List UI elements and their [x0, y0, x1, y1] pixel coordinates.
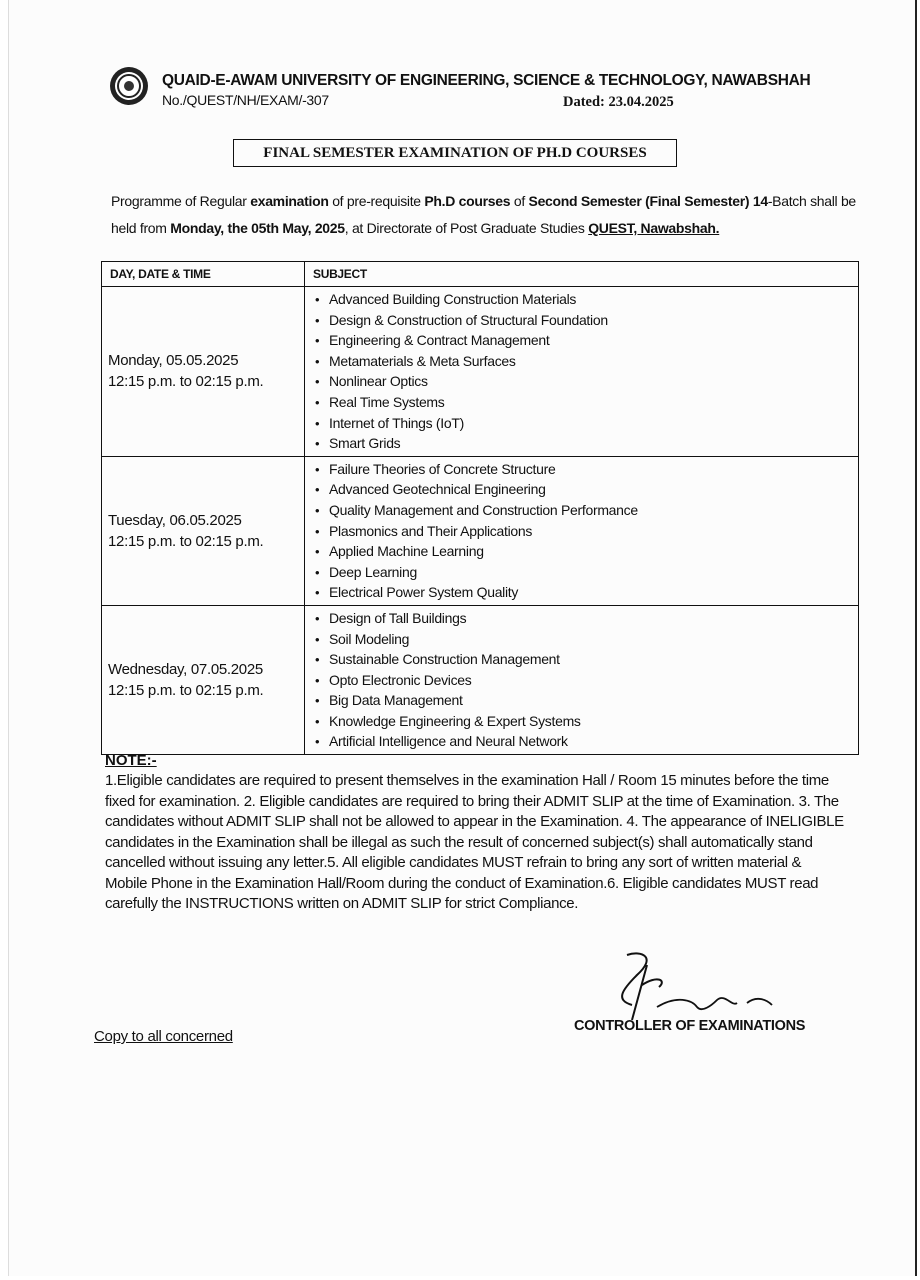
- time-slot: 12:15 p.m. to 02:15 p.m.: [108, 532, 264, 550]
- copy-to-all-concerned: Copy to all concerned: [94, 1028, 233, 1045]
- subject-cell: [305, 605, 859, 754]
- list-item: • Design of Tall Buildings: [315, 608, 858, 629]
- list-item: • Quality Management and Construction Performance: [315, 500, 858, 521]
- time-slot: 12:15 p.m. to 02:15 p.m.: [108, 373, 264, 391]
- list-item: • Plasmonics and Their Applications: [315, 521, 858, 542]
- date: Dated: 23.04.2025: [563, 94, 674, 110]
- subject-cell: [305, 287, 859, 457]
- note-line: Mobile Phone in the Examination Hall/Room during the conduct of Examination.6. Eligible candidates MUST read: [105, 874, 819, 892]
- document-title: FINAL SEMESTER EXAMINATION OF PH.D COURSES: [233, 139, 677, 167]
- day-cell: [102, 287, 305, 457]
- university-name: QUAID-E-AWAM UNIVERSITY OF ENGINEERING, SCIENCE & TECHNOLOGY, NAWABSHAH: [162, 72, 811, 89]
- table-row: [102, 287, 859, 457]
- note-line: carefully the INSTRUCTIONS written on ADMIT SLIP for strict Compliance.: [105, 895, 579, 912]
- list-item: • Nonlinear Optics: [315, 371, 858, 392]
- list-item: • Sustainable Construction Management: [315, 649, 858, 670]
- note-line: candidates without ADMIT SLIP shall not be allowed to appear in the Examination. 4. The appearance of INELIGIBLE: [105, 813, 844, 830]
- day-cell: [102, 605, 305, 754]
- intro-paragraph: Programme of Regular examination of pre-requisite Ph.D courses of Second Semester (Final Semester) 14-Batch shall be held from Monday, the 05th May, 2025, at Directorate of Post Graduate Studies QUEST, Nawabshah.: [111, 193, 856, 236]
- list-item: • Internet of Things (IoT): [315, 413, 858, 434]
- note-line: 1.Eligible candidates are required to present themselves in the examination Hall / Room 15 minutes before the time: [105, 772, 829, 789]
- note-paragraph: [105, 771, 865, 915]
- controller-title: CONTROLLER OF EXAMINATIONS: [574, 1018, 806, 1034]
- list-item: • Knowledge Engineering & Expert Systems: [315, 711, 858, 732]
- day-date: Tuesday, 06.05.2025: [108, 511, 242, 529]
- header-subject: SUBJECT: [305, 262, 859, 287]
- list-item: • Soil Modeling: [315, 629, 858, 650]
- list-item: • Advanced Geotechnical Engineering: [315, 479, 858, 500]
- list-item: • Advanced Building Construction Materials: [315, 289, 858, 310]
- list-item: • Big Data Management: [315, 690, 858, 711]
- list-item: • Applied Machine Learning: [315, 541, 858, 562]
- list-item: • Smart Grids: [315, 433, 858, 454]
- note-line: fixed for examination. 2. Eligible candidates are required to bring their ADMIT SLIP at the time of Examination. 3. The: [105, 792, 839, 810]
- time-slot: 12:15 p.m. to 02:15 p.m.: [108, 681, 264, 699]
- list-item: • Design & Construction of Structural Foundation: [315, 310, 858, 331]
- table-row: [102, 456, 859, 605]
- list-item: • Engineering & Contract Management: [315, 330, 858, 351]
- list-item: • Metamaterials & Meta Surfaces: [315, 351, 858, 372]
- day-date: Monday, 05.05.2025: [108, 352, 239, 370]
- header-day-date-time: DAY, DATE & TIME: [102, 262, 305, 287]
- list-item: • Artificial Intelligence and Neural Network: [315, 731, 858, 752]
- document-page: [8, 0, 917, 1276]
- reference-number: No./QUEST/NH/EXAM/-307: [162, 92, 329, 108]
- table-row: [102, 605, 859, 754]
- university-seal-icon: [109, 66, 149, 106]
- note-line: cancelled without issuing any letter.5. All eligible candidates MUST refrain to bring any sort of written material &: [105, 854, 802, 871]
- table-header-row: [102, 262, 859, 287]
- list-item: • Deep Learning: [315, 562, 858, 583]
- list-item: • Opto Electronic Devices: [315, 670, 858, 691]
- list-item: • Failure Theories of Concrete Structure: [315, 459, 858, 480]
- note-heading: NOTE:-: [105, 752, 157, 769]
- day-date: Wednesday, 07.05.2025: [108, 660, 263, 678]
- exam-schedule-table: [101, 261, 859, 755]
- subject-cell: [305, 456, 859, 605]
- list-item: • Real Time Systems: [315, 392, 858, 413]
- day-cell: [102, 456, 305, 605]
- list-item: • Electrical Power System Quality: [315, 582, 858, 603]
- note-line: candidates in the Examination shall be illegal as such the result of concerned subject(s) shall automatically stand: [105, 833, 813, 851]
